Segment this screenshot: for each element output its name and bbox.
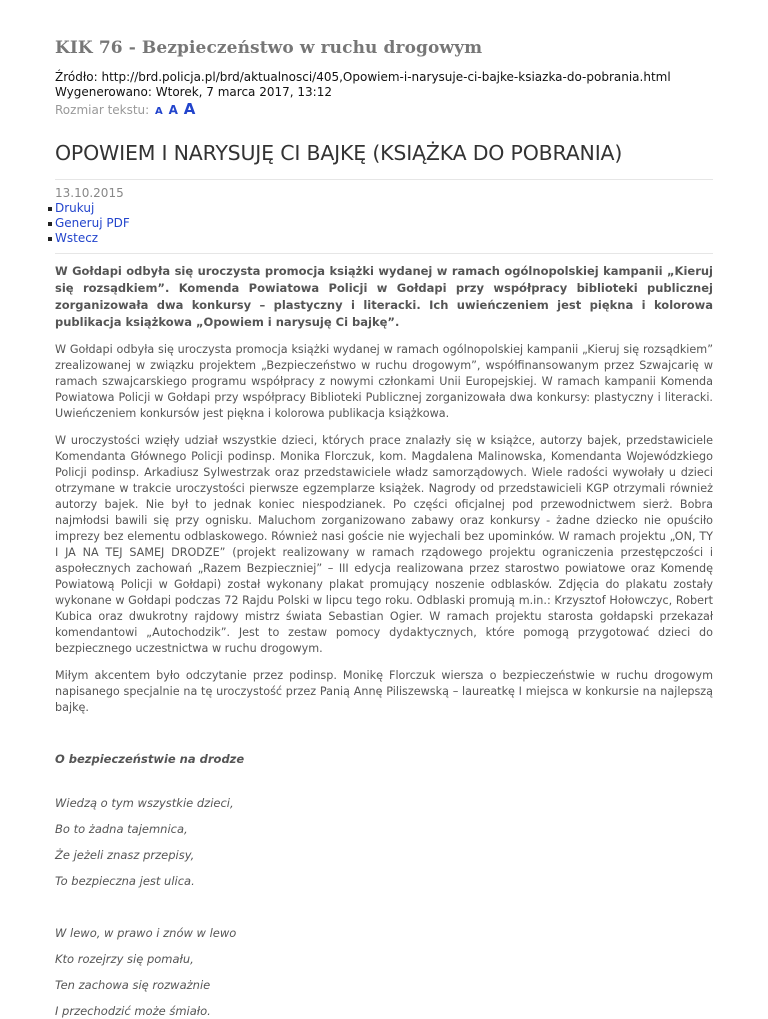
poem-stanza-1 [55, 795, 713, 889]
article-date: 13.10.2015 [55, 186, 124, 200]
poem-line: Wiedzą o tym wszystkie dzieci, [55, 796, 234, 810]
generated-value: Wtorek, 7 marca 2017, 13:12 [155, 85, 332, 99]
poem-line: Kto rozejrzy się pomału, [55, 952, 194, 966]
generated-line [55, 85, 713, 100]
poem-stanza-2 [55, 925, 713, 1019]
action-back [55, 231, 713, 246]
poem-line: Ten zachowa się rozważnie [55, 978, 211, 992]
article-actions-sub [55, 216, 713, 246]
generate-pdf-link[interactable]: Generuj PDF [55, 216, 130, 230]
back-link[interactable]: Wstecz [55, 231, 99, 245]
print-link[interactable]: Drukuj [55, 201, 95, 215]
source-url: http://brd.policja.pl/brd/aktualnosci/405,Opowiem-i-narysuje-ci-bajke-ksiazka-do-pobrania.html [101, 70, 671, 84]
font-size-small-button[interactable]: A [155, 106, 163, 117]
poem-line: I przechodzić może śmiało. [55, 1004, 211, 1018]
article-paragraph-3: Miłym akcentem było odczytanie przez podinsp. Monikę Florczuk wiersza o bezpieczeństwie w ruchu drogowym napisanego specjalnie na tę uroczystość przez Panią Annę Piliszewską – laureatkę I miejsca w konkursie na najlepszą bajkę. [55, 669, 713, 714]
poem-line: To bezpieczna jest ulica. [55, 874, 195, 888]
font-size-label: Rozmiar tekstu: [55, 103, 150, 117]
title-divider [55, 179, 713, 180]
generated-label: Wygenerowano: [55, 85, 152, 99]
poem-line: Bo to żadna tajemnica, [55, 822, 188, 836]
article-title: OPOWIEM I NARYSUJĘ CI BAJKĘ (KSIĄŻKA DO POBRANIA) [55, 141, 623, 165]
article-lead: W Gołdapi odbyła się uroczysta promocja książki wydanej w ramach ogólnopolskiej kampanii „Kieruj się rozsądkiem”. Komenda Powiatowa Policji w Gołdapi przy współpracy biblioteki publicznej zorganizowała dwa konkursy – plastyczny i literacki. Ich uwieńczeniem jest piękna i kolorowa publikacja książkowa „Opowiem i narysuję Ci bajkę”. [55, 264, 713, 329]
source-label: Źródło: [55, 70, 98, 84]
poem-line: W lewo, w prawo i znów w lewo [55, 926, 237, 940]
action-print [55, 201, 713, 246]
actions-divider [55, 253, 713, 254]
font-size-large-button[interactable]: A [183, 100, 196, 118]
font-size-medium-button[interactable]: A [168, 103, 178, 117]
article-paragraph-2: W uroczystości wzięły udział wszystkie dzieci, których prace znalazły się w książce, autorzy bajek, przedstawiciele Komendanta Głównego Policji podinsp. Monika Florczuk, kom. Magdalena Malinowska, Komendanta Wojewódzkiego Policji podinsp. Arkadiusz Sylwestrzak oraz przedstawiciele władz samorządowych. Wiele radości wywołały u dzieci otrzymane w trakcie uroczystości pierwsze egzemplarze książek. Nagrody od przedstawicieli KGP otrzymali również autorzy bajek. Nie był to jednak koniec niespodzianek. Po części oficjalnej pod przewodnictwem sierż. Bobra najmłodsi bawili się przy ognisku. Maluchom zorganizowano zabawy oraz konkursy - żadne dziecko nie opuściło imprezy bez elementu odblaskowego. Również nasi goście nie wyjechali bez upominków. W ramach projektu „ON, TY I JA NA TEJ SAMEJ DRODZE” (projekt realizowany w ramach rządowego projektu ograniczenia przestępczości i aspołecznych zachowań „Razem Bezpieczniej” – III edycja realizowana przez starostwo powiatowe oraz Komendę Powiatową Policji w Gołdapi) został wykonany plakat promujący noszenie odblasków. Zdjęcia do plakatu zostały wykonane w Gołdapi podczas 72 Rajdu Polski w lipcu tego roku. Odblaski promują m.in.: Krzysztof Hołowczyc, Robert Kubica oraz dwukrotny rajdowy mistrz świata Sebastian Ogier. W ramach projektu starosta gołdapski przekazał komendantowi „Autochodzik”. Jest to zestaw pomocy dydaktycznych, które pomogą przygotować dzieci do bezpiecznego uczestnictwa w ruchu drogowym. [55, 434, 713, 655]
font-size-controls [55, 101, 713, 120]
poem-line: Że jeżeli znasz przepisy, [55, 848, 195, 862]
action-pdf [55, 216, 713, 231]
article-actions [55, 201, 713, 246]
source-line [55, 70, 713, 85]
site-title: KIK 76 - Bezpieczeństwo w ruchu drogowym [55, 38, 483, 58]
article-paragraph-1: W Gołdapi odbyła się uroczysta promocja książki wydanej w ramach ogólnopolskiej kampanii „Kieruj się rozsądkiem” zrealizowanej w związku projektem „Bezpieczeństwo w ruchu drogowym”, współfinansowanym przez Szwajcarię w ramach szwajcarskiego programu współpracy z nowymi członkami Unii Europejskiej. W ramach kampanii Komenda Powiatowa Policji w Gołdapi przy współpracy Biblioteki Publicznej zorganizowała dwa konkursy: plastyczny i literacki. Uwieńczeniem konkursów jest piękna i kolorowa publikacja książkowa. [55, 343, 713, 420]
poem-title: O bezpieczeństwie na drodze [55, 752, 245, 766]
